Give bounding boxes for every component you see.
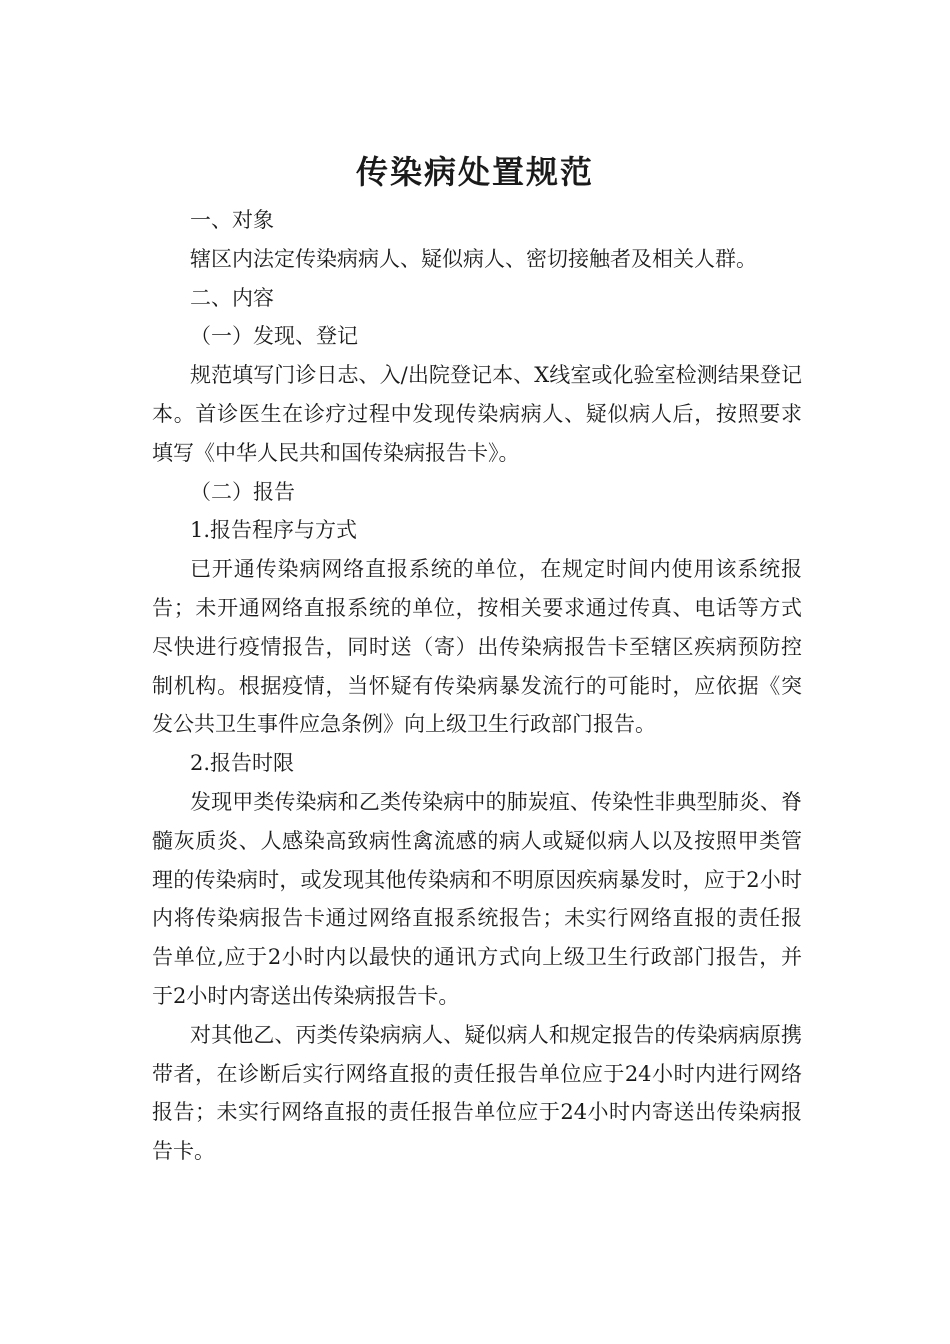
paragraph-registration: 规范填写门诊日志、入/出院登记本、X线室或化验室检测结果登记本。首诊医生在诊疗过程中发现传染病病人、疑似病人后，按照要求填写《中华人民共和国传染病报告卡》。: [152, 363, 802, 465]
item-heading-procedure: 1.报告程序与方式: [190, 518, 358, 543]
section-heading-content: 二、内容: [190, 285, 274, 310]
paragraph-procedure: 已开通传染病网络直报系统的单位，在规定时间内使用该系统报告；未开通网络直报系统的单位，按相关要求通过传真、电话等方式尽快进行疫情报告，同时送（寄）出传染病报告卡至辖区疾病预防控制机构。根据疫情，当怀疑有传染病暴发流行的可能时，应依据《突发公共卫生事件应急条例》向上级卫生行政部门报告。: [152, 557, 802, 737]
subsection-heading-report: （二）报告: [190, 479, 295, 504]
document-body: [152, 201, 802, 1171]
paragraph-object-scope: 辖区内法定传染病病人、疑似病人、密切接触者及相关人群。: [190, 246, 757, 271]
paragraph-time-limit-other: 对其他乙、丙类传染病病人、疑似病人和规定报告的传染病病原携带者，在诊断后实行网络直报的责任报告单位应于24小时内进行网络报告；未实行网络直报的责任报告单位应于24小时内寄送出传染病报告卡。: [152, 1022, 802, 1164]
subsection-heading-discovery: （一）发现、登记: [190, 324, 358, 349]
item-heading-time-limit: 2.报告时限: [190, 751, 295, 776]
paragraph-time-limit-class-a: 发现甲类传染病和乙类传染病中的肺炭疽、传染性非典型肺炎、脊髓灰质炎、人感染高致病性禽流感的病人或疑似病人以及按照甲类管理的传染病时，或发现其他传染病和不明原因疾病暴发时，应于2小时内将传染病报告卡通过网络直报系统报告；未实行网络直报的责任报告单位,应于2小时内以最快的通讯方式向上级卫生行政部门报告，并于2小时内寄送出传染病报告卡。: [152, 789, 802, 1008]
section-heading-object: 一、对象: [190, 208, 274, 232]
document-title: 传染病处置规范: [355, 153, 594, 191]
